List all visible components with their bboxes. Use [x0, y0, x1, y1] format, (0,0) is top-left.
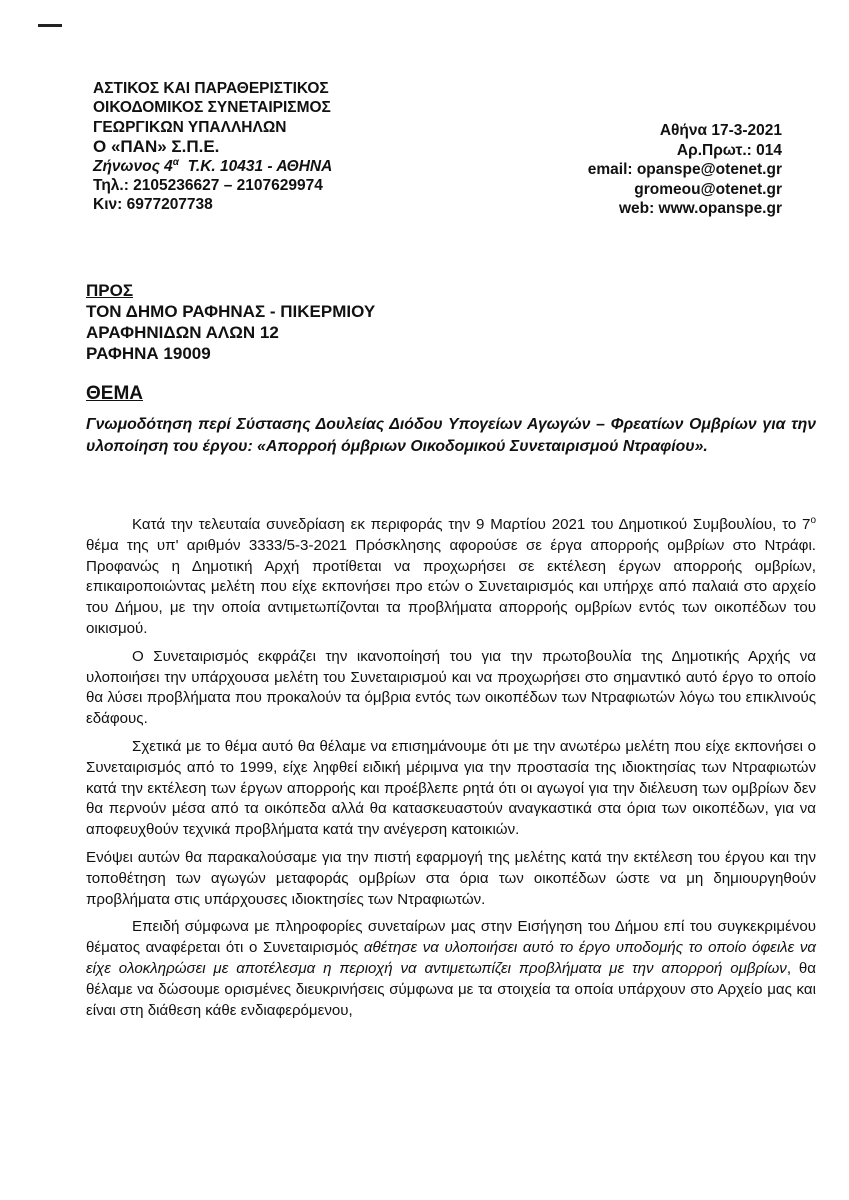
sender-address	[93, 157, 332, 176]
letter-body	[86, 515, 816, 1028]
recipient-block	[86, 280, 375, 364]
sender-street-sup: α	[172, 156, 179, 168]
scan-mark	[38, 24, 62, 27]
sender-block	[93, 79, 332, 215]
paragraph-2: Ο Συνεταιρισμός εκφράζει την ικανοποίησή του για την πρωτοβουλία της Δημοτικής Αρχής να υλοποιήσει την υπάρχουσα μελέτη του Συνεταιρισμού και να προχωρήσει στο σημαντικό αυτό έργο το οποίο θα λύσει προβλήματα που προκαλούν τα όμβρια εντός των οικοπέδων των Ντραφιωτών λόγω του επικλινούς εδάφους.	[86, 647, 816, 728]
recipient-name: ΤΟΝ ΔΗΜΟ ΡΑΦΗΝΑΣ - ΠΙΚΕΡΜΙΟΥ	[86, 302, 376, 321]
sender-street: Ζήνωνος 4	[93, 157, 173, 175]
p1-pre: Κατά την τελευταία συνεδρίαση εκ περιφοράς την 9 Μαρτίου 2021 του Δημοτικού Συμβουλίου, το 7	[132, 516, 811, 533]
paragraph-5	[86, 917, 816, 1021]
sender-line-1: ΑΣΤΙΚΟΣ ΚΑΙ ΠΑΡΑΘΕΡΙΣΤΙΚΟΣ	[93, 80, 329, 97]
subject-text: Γνωμοδότηση περί Σύστασης Δουλείας Διόδου Υπογείων Αγωγών – Φρεατίων Ομβρίων για την υλοποίηση του έργου: «Απορροή όμβριων Οικοδομικού Συνεταιρισμού Ντραφίου».	[86, 416, 816, 455]
p5-italic: αθέτησε να υλοποιήσει αυτό το έργο υποδομής το οποίο όφειλε να είχε ολοκληρώσει με αποτέλεσμα η περιοχή να αντιμετωπίζει προβλήματα με την απορροή ομβρίων	[86, 939, 816, 977]
protocol-number: Αρ.Πρωτ.: 014	[676, 141, 782, 159]
subject-heading: ΘΕΜΑ	[86, 383, 143, 404]
p5-pre: Επειδή σύμφωνα με πληροφορίες συνεταίρων μας στην Εισήγηση του Δήμου επί του συγκεκριμένου θέματος αναφέρεται ότι ο Συνεταιρισμός	[86, 918, 816, 957]
sender-brand: Ο «ΠΑΝ» Σ.Π.Ε.	[93, 137, 220, 157]
sender-line-3: ΓΕΩΡΓΙΚΩΝ ΥΠΑΛΛΗΛΩΝ	[93, 118, 287, 136]
meta-block	[588, 121, 782, 219]
sender-mobile: Κιν: 6977207738	[93, 196, 213, 214]
paragraph-4: Ενόψει αυτών θα παρακαλούσαμε για την πιστή εφαρμογή της μελέτης κατά την εκτέλεση του έργου και την τοποθέτηση των αγωγών μεταφοράς ομβρίων στα όρια των οικοπέδων ώστε να μη δημιουργηθούν προβλήματα στις υπάρχουσες ιδιοκτησίες των Ντραφιωτών.	[86, 848, 816, 908]
p1-post: θέμα της υπ' αριθμόν 3333/5-3-2021 Πρόσκλησης αφορούσε σε έργα απορροής ομβρίων στο Ντράφι. Προφανώς η Δημοτική Αρχή προτίθεται να προχωρήσει σε εκτέλεση έργων απορροής ομβρίων, επικαιροποιώντας μελέτη που είχε εκπονήσει προ ετών ο Συνεταιρισμός και υπήρχε από παλαιά στο αρχείο του Δήμου, με την οποία αντιμετωπίζονται τα προβλήματα απορροής ομβρίων εντός των οικοπέδων του οικισμού.	[86, 536, 816, 637]
paragraph-3: Σχετικά με το θέμα αυτό θα θέλαμε να επισημάνουμε ότι με την ανωτέρω μελέτη που είχε εκπονήσει ο Συνεταιρισμός από το 1999, είχε ληφθεί ειδική μέριμνα για την προστασία της ιδιοκτησίας των Ντραφιωτών κατά την εκτέλεση των έργων απορροής και προέβλεπε ρητά ότι οι αγωγοί για την διέλευση των ομβρίων δεν θα περνούν μέσα από τα οικόπεδα αλλά θα κατασκευαστούν αναγκαστικά στα όρια των οικοπέδων, για να αποφευχθούν τεχνικά προβλήματα κατά την ανέγερση κατοικιών.	[86, 737, 816, 839]
sender-postal: Τ.Κ. 10431 - ΑΘΗΝΑ	[187, 157, 333, 175]
recipient-to: ΠΡΟΣ	[86, 281, 134, 300]
p1-sup: ο	[810, 514, 816, 526]
email-1: email: opanspe@otenet.gr	[587, 161, 782, 178]
letter-date: Αθήνα 17-3-2021	[659, 122, 782, 139]
sender-line-2: ΟΙΚΟΔΟΜΙΚΟΣ ΣΥΝΕΤΑΙΡΙΣΜΟΣ	[93, 99, 331, 117]
website: web: www.opanspe.gr	[618, 200, 782, 217]
p5-post: , θα θέλαμε να δώσουμε ορισμένες διευκρινήσεις σύμφωνα με τα στοιχεία τα οποία υπάρχουν στο Αρχείο μας και είναι στη διάθεση κάθε ενδιαφερόμενου,	[86, 959, 816, 1019]
paragraph-1	[86, 515, 816, 640]
email-2: gromeou@otenet.gr	[634, 180, 782, 198]
sender-phone: Τηλ.: 2105236627 – 2107629974	[93, 177, 323, 195]
recipient-city: ΡΑΦΗΝΑ 19009	[86, 344, 211, 363]
recipient-street: ΑΡΑΦΗΝΙΔΩΝ ΑΛΩΝ 12	[86, 323, 279, 342]
